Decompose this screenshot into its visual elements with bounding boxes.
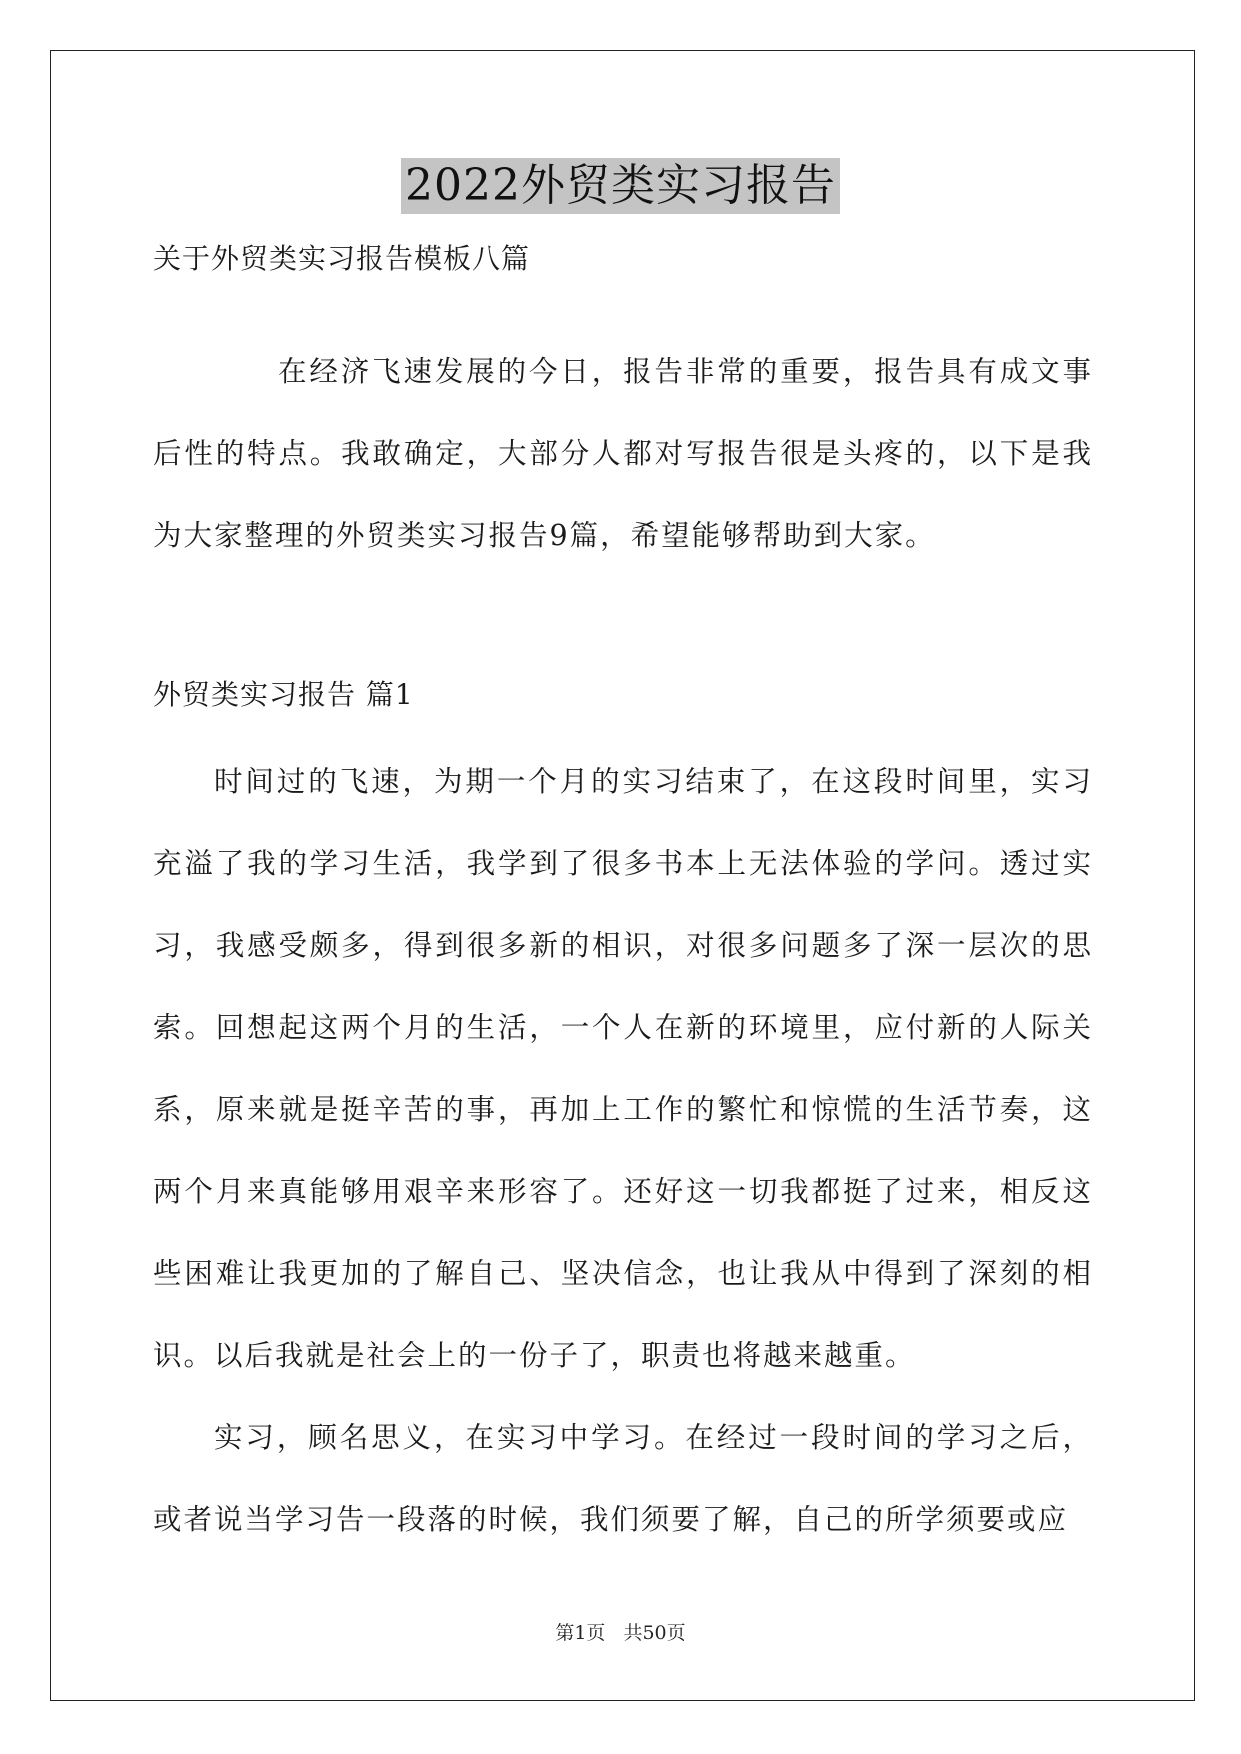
- title-container: [0, 158, 1241, 214]
- section-body: [153, 741, 1093, 1561]
- section-heading: 外贸类实习报告 篇1: [153, 678, 414, 711]
- body-paragraph-1: 时间过的飞速，为期一个月的实习结束了，在这段时间里，实习充溢了我的学习生活，我学到了很多书本上无法体验的学问。透过实习，我感受颇多，得到很多新的相识，对很多问题多了深一层次的思索。回想起这两个月的生活，一个人在新的环境里，应付新的人际关系，原来就是挺辛苦的事，再加上工作的繁忙和惊慌的生活节奏，这两个月来真能够用艰辛来形容了。还好这一切我都挺了过来，相反这些困难让我更加的了解自己、坚决信念，也让我从中得到了深刻的相识。以后我就是社会上的一份子了，职责也将越来越重。: [153, 765, 1093, 1372]
- page-number: 第1页: [555, 1622, 606, 1644]
- intro-paragraph: 在经济飞速发展的今日，报告非常的重要，报告具有成文事后性的特点。我敢确定，大部分人都对写报告很是头疼的，以下是我为大家整理的外贸类实习报告9篇，希望能够帮助到大家。: [153, 355, 1093, 552]
- body-paragraph-2: 实习，顾名思义，在实习中学习。在经过一段时间的学习之后，或者说当学习告一段落的时候，我们须要了解，自己的所学须要或应: [153, 1421, 1093, 1536]
- intro-block: [153, 331, 1093, 577]
- page-footer: [0, 1620, 1241, 1646]
- document-subtitle: 关于外贸类实习报告模板八篇: [153, 242, 531, 275]
- page-title: 2022外贸类实习报告: [401, 158, 840, 214]
- page-total: 共50页: [623, 1622, 686, 1644]
